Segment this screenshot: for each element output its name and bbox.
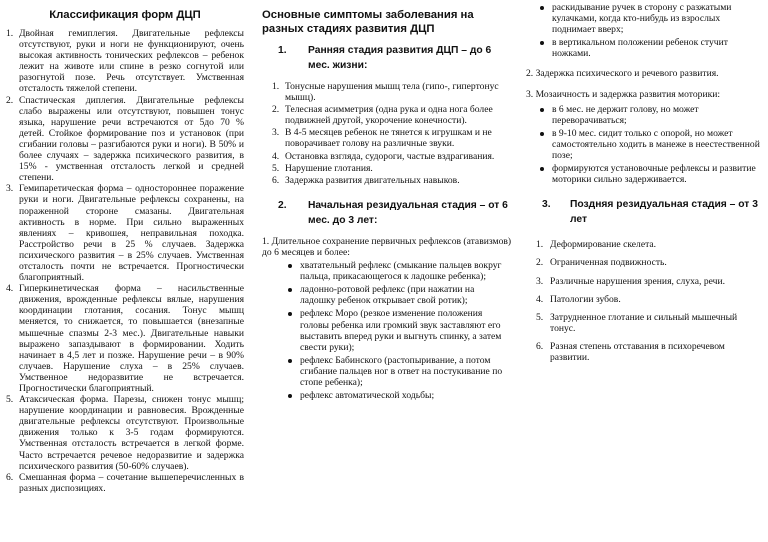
list-item: 2. Телесная асимметрия (одна рука и одна нога более подвижней другой, укорочение конечности). <box>272 104 493 127</box>
list-item: 1. Деформирование скелета. <box>536 239 657 251</box>
stage-early-list <box>272 81 512 186</box>
list-item: 2. Ограниченная подвижность. <box>536 257 667 269</box>
classification-item: 1. Двойная гемиплегия. Двигательные рефлексы отсутствуют, руки и ноги не функционируют, очень высокая активность тонических рефлексов – ребенок лежит на животе или спине в резко согнутой или разогнутой позе. Речь отсутствует. Умственная отсталость тяжелой степени. <box>6 28 244 95</box>
list-item: 5. Затрудненное глотание и сильный мышечный тонус. <box>536 311 738 334</box>
list-item: 4. Патологии зубов. <box>536 293 621 305</box>
list-item: 3. Различные нарушения зрения, слуха, речи. <box>536 275 726 287</box>
classification-item-text: Двойная гемиплегия. Двигательные рефлексы отсутствуют, руки и ноги не функционируют, очень высокая активность тонических рефлексов – ребенок лежит на животе или спине в резко согнутой или разогнутой позе. Речь отсутствует. Умственная отсталость тяжелой степени. <box>19 28 244 95</box>
list-item: 6. Задержка развития двигательных навыков. <box>272 174 460 186</box>
stage-initial-residual-heading: 2. Начальная резидуальная стадия – от 6 мес. до 3 лет: <box>278 199 508 226</box>
list-item: 4. Остановка взгляда, судороги, частые вздрагивания. <box>272 150 495 162</box>
classification-item-text: Атаксическая форма. Парезы, снижен тонус мышц; нарушение координации и равновесия. Врожденные двигательные рефлексы отсутствуют. Произвольные движения только к 3-5 годам формируются. Умственная отсталость встречается в легкой форме. Часто встречается речевое недоразвитие и задержка психического развития (50-60% случаев). <box>19 394 244 472</box>
delay-paragraph: 2. Задержка психического и речевого развития. <box>526 68 719 80</box>
bullet-item: раскидывание ручек в сторону с разжатыми кулачками, когда кто-нибудь из взрослых поднимает вверх; <box>540 2 762 35</box>
classification-item: 4. Гиперкинетическая форма – насильственные движения, врожденные рефлексы вялые, нарушения координации глотания, сосания. Тонус мышц меняется, то снижается, то повышается (внезапные мышечные спазмы 2-3 мес.). Двигательные навыки выражено запаздывают в формировании. Ходить начинает в 4,5 лет и позже. Нарушение речи – в 90% случаев. Нарушение слуха – в 25% случаев. Умственное недоразвитие не встречается. Прогностически благоприятный. <box>6 283 244 394</box>
list-item: 3. В 4-5 месяцев ребенок не тянется к игрушкам и не поворачивает голову на различные звуки. <box>272 127 492 150</box>
bullet-item: хватательный рефлекс (смыкание пальцев вокруг пальца, прикасающегося к ладошке ребенка); <box>288 260 512 282</box>
classification-item: 2. Спастическая диплегия. Двигательные рефлексы слабо выражены или отсутствуют, повышен тонус языка, нарушение речи встречаются от 5до 70 % детей. Стойкое формирование поз и установок (при сгибании головы – разгибаются руки и ноги). В 50% и более случаях – задержка психического развития, в 15% - умственная отсталость легкой и средней степени. <box>6 94 244 184</box>
bullet-item: рефлекс автоматической ходьбы; <box>288 390 512 401</box>
classification-item-text: Гиперкинетическая форма – насильственные движения, врожденные рефлексы вялые, нарушения координации глотания, сосания. Тонус мышц меняется, то снижается, то повышается (внезапные мышечные спазмы 2-3 мес.). Двигательные навыки выражено запаздывают в формировании. Ходить начинает в 4,5 лет и позже. Нарушение речи – в 90% случаев. Нарушение слуха – в 25% случаев. Умственное недоразвитие не встречается. Прогностически благоприятный. <box>19 283 244 394</box>
stage-late-list <box>536 239 762 363</box>
classification-item-text: Спастическая диплегия. Двигательные рефлексы слабо выражены или отсутствуют, повышен тонус языка, нарушение речи встречаются от 5до 70 % детей. Стойкое формирование поз и установок (при сгибании головы – разгибаются руки и ноги). В 50% и более случаях – задержка психического развития, в 15% - умственная отсталость легкой и средней степени. <box>19 94 244 184</box>
classification-item: 6. Смешанная форма – сочетание вышеперечисленных в разных диспозициях. <box>6 471 244 494</box>
list-item: 6. Разная степень отставания в психоречевом развитии. <box>536 340 725 363</box>
bullet-item: рефлекс Моро (резкое изменение положения головы ребенка или громкий звук заставляют его выставить вперед руки и выгнуть спинку, а затем свести руки); <box>288 308 512 352</box>
classification-item: 3. Гемипаретическая форма – одностороннее поражение руки и ноги. Двигательные рефлексы сохранены, на пораженной стороне смазаны. Двигательная активность в норме. При сильно выраженных явлениях – кривошея, неправильная походка. Расстройство речи в 25 % случаев. Задержка психического развития – в 25% случаев. Умственная отсталость почти не встречается. Прогностически благоприятный. <box>6 183 244 284</box>
bullet-item: в вертикальном положении ребенок стучит ножками. <box>540 37 762 59</box>
list-item: 1. Тонусные нарушения мышц тела (гипо-, гипертонус мышц). <box>272 81 499 104</box>
bullet-item: формируются установочные рефлексы и развитие моторики сильно задерживается. <box>540 163 762 185</box>
stage-initial-residual-intro: 1. Длительное сохранение первичных рефлексов (атавизмов) до 6 месяцев и более: <box>262 235 512 258</box>
symptoms-column <box>262 8 512 403</box>
bullet-item: в 9-10 мес. сидит только с опорой, но может самостоятельно ходить в манеже в неестественной позе; <box>540 128 762 161</box>
continuation-column <box>526 2 762 370</box>
classification-title: Классификация форм ДЦП <box>49 9 201 21</box>
list-item: 5. Нарушение глотания. <box>272 162 373 174</box>
classification-item-text: Гемипаретическая форма – одностороннее поражение руки и ноги. Двигательные рефлексы сохранены, на пораженной стороне смазаны. Двигательная активность в норме. При сильно выраженных явлениях – кривошея, неправильная походка. Расстройство речи в 25 % случаев. Задержка психического развития – в 25% случаев. Умственная отсталость почти не встречается. Прогностически благоприятный. <box>19 183 244 284</box>
bullet-item: в 6 мес. не держит голову, но может переворачиваться; <box>540 104 762 126</box>
classification-item: 5. Атаксическая форма. Парезы, снижен тонус мышц; нарушение координации и равновесия. Врожденные двигательные рефлексы отсутствуют. Произвольные движения только к 3-5 годам формируются. Умственная отсталость встречается в легкой форме. Часто встречается речевое недоразвитие и задержка психического развития (50-60% случаев). <box>6 394 244 472</box>
motor-paragraph: 3. Мозаичность и задержка развития моторики: <box>526 88 721 100</box>
classification-item-text: Смешанная форма – сочетание вышеперечисленных в разных диспозициях. <box>19 471 244 494</box>
classification-column <box>6 8 244 494</box>
stage-early-heading: 1. Ранняя стадия развития ДЦП – до 6 мес. жизни: <box>278 45 492 71</box>
reflex-bullet-list-continued <box>540 2 762 59</box>
classification-list <box>6 28 244 494</box>
symptoms-title: Основные симптомы заболевания на разных стадиях развития ДЦП <box>262 9 474 35</box>
stage-late-residual-heading: 3. Поздняя резидуальная стадия – от 3 лет <box>542 199 758 226</box>
reflex-bullet-list <box>288 260 512 401</box>
bullet-item: рефлекс Бабинского (растопыривание, а потом сгибание пальцев ног в ответ на постукивание по стопе ребенка); <box>288 355 512 388</box>
bullet-item: ладонно-ротовой рефлекс (при нажатии на ладошку ребенок открывает свой ротик); <box>288 284 512 306</box>
motor-bullet-list <box>540 104 762 186</box>
